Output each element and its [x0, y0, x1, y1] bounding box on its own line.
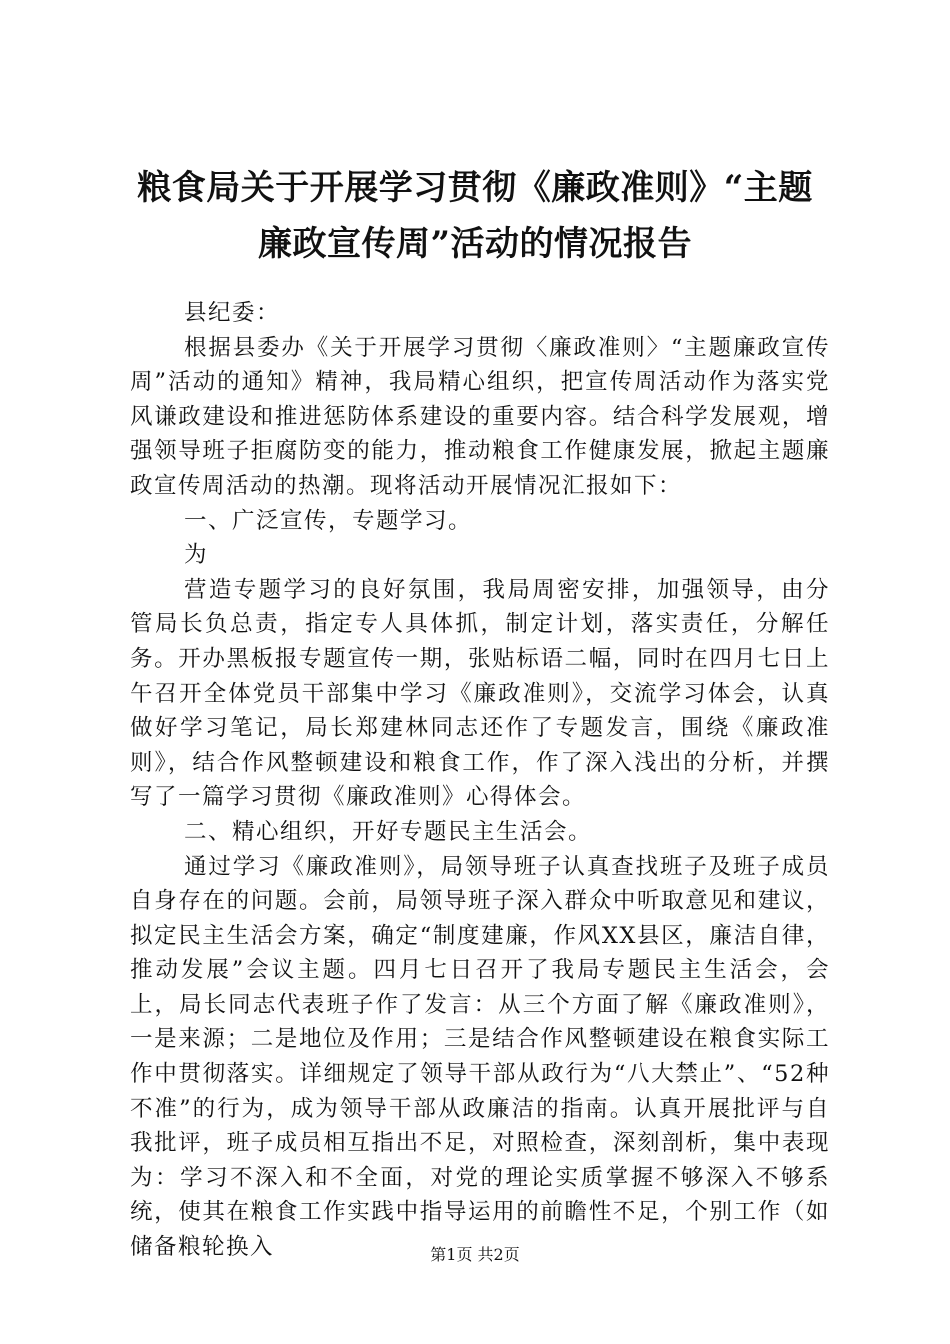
- document-body: [130, 296, 830, 1265]
- section-heading-1: 一、广泛宣传，专题学习。: [184, 507, 473, 534]
- paragraph-intro: 根据县委办《关于开展学习贯彻〈廉政准则〉“主题廉政宣传周”活动的通知》精神，我局精心组织，把宣传周活动作为落实党风谦政建设和推进惩防体系建设的重要内容。结合科学发展观，增强领导班子拒腐防变的能力，推动粮食工作健康发展，掀起主题廉政宣传周活动的热潮。现将活动开展情况汇报如下：: [130, 334, 830, 499]
- title-line-2: 廉政宣传周”活动的情况报告: [257, 224, 693, 264]
- paragraph-section-2: 通过学习《廉政准则》，局领导班子认真查找班子及班子成员自身存在的问题。会前，局领导班子深入群众中听取意见和建议，拟定民主生活会方案，确定“制度建廉，作风XX县区，廉洁自律，推动发展”会议主题。四月七日召开了我局专题民主生活会，会上，局长同志代表班子作了发言：从三个方面了解《廉政准则》，一是来源；二是地位及作用；三是结合作风整顿建设在粮食实际工作中贯彻落实。详细规定了领导干部从政行为“八大禁止”、“52种不准”的行为，成为领导干部从政廉洁的指南。认真开展批评与自我批评，班子成员相互指出不足，对照检查，深刻剖析，集中表现为：学习不深入和不全面，对党的理论实质掌握不够深入不够系统，使其在粮食工作实践中指导运用的前瞻性不足，个别工作（如储备粮轮换入: [130, 853, 830, 1261]
- paragraph-section-1: 营造专题学习的良好氛围，我局周密安排，加强领导，由分管局长负总责，指定专人具体抓，制定计划，落实责任，分解任务。开办黑板报专题宣传一期，张贴标语二幅，同时在四月七日上午召开全体党员干部集中学习《廉政准则》，交流学习体会，认真做好学习笔记，局长郑建林同志还作了专题发言，围绕《廉政准则》，结合作风整顿建设和粮食工作，作了深入浅出的分析，并撰写了一篇学习贯彻《廉政准则》心得体会。: [130, 576, 830, 811]
- salutation: 县纪委：: [184, 300, 281, 326]
- section-heading-2: 二、精心组织，开好专题民主生活会。: [184, 818, 593, 845]
- paragraph-fragment: 为: [184, 542, 209, 569]
- title-line-1: 粮食局关于开展学习贯彻《廉政准则》“主题: [137, 168, 813, 208]
- page-footer: 第1页 共2页: [430, 1245, 520, 1264]
- document-title: [110, 160, 840, 272]
